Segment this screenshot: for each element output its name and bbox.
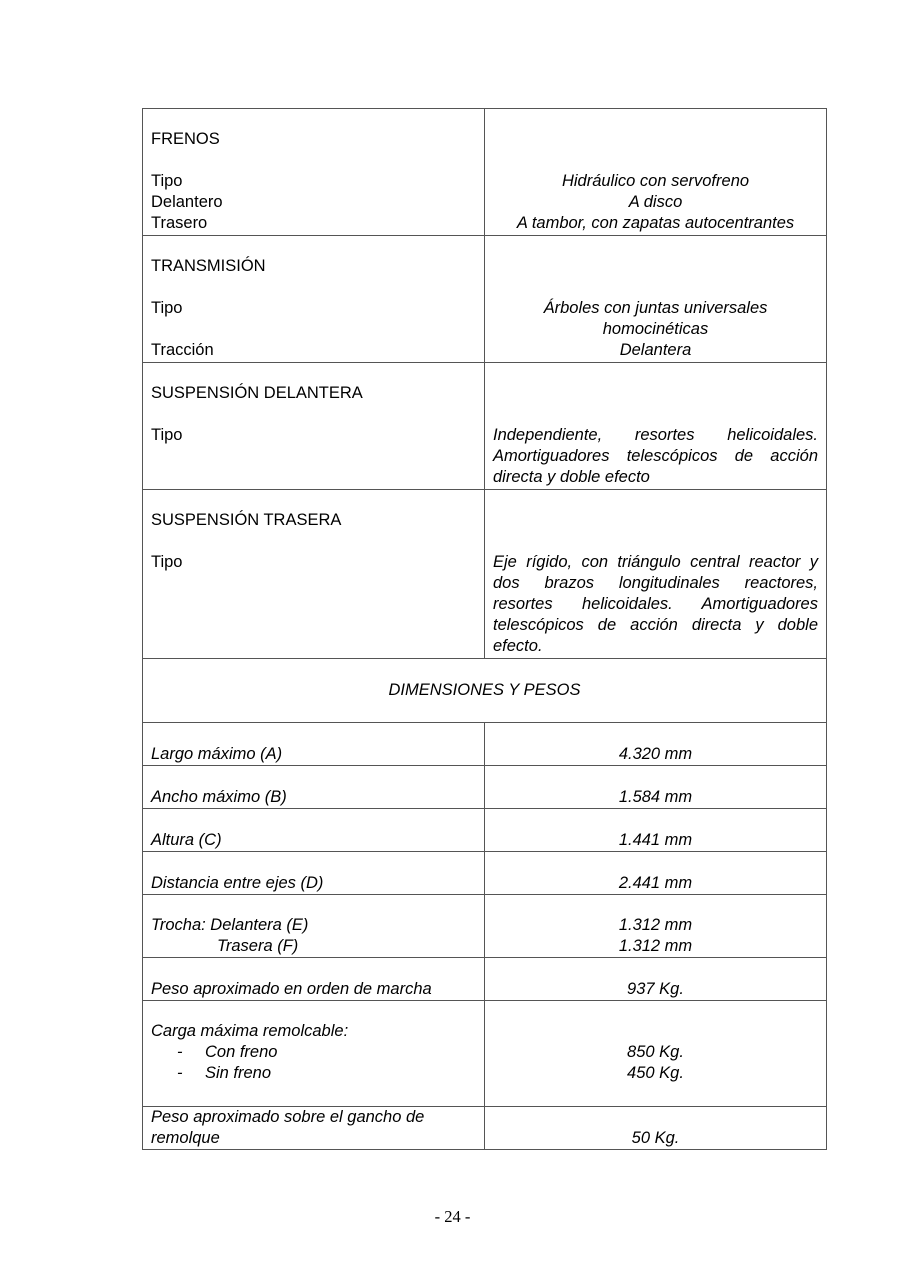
bullet-dash: - xyxy=(177,1043,183,1061)
transmission-labels-cell xyxy=(143,236,485,363)
transmission-type-value-2: homocinéticas xyxy=(602,320,709,338)
front-suspension-title: SUSPENSIÓN DELANTERA xyxy=(151,384,363,402)
brakes-front-value: A disco xyxy=(628,193,683,211)
front-suspension-type-value: Independiente, resortes helicoidales. Amortiguadores telescópicos de acción directa y doble efecto xyxy=(493,426,818,486)
transmission-title: TRANSMISIÓN xyxy=(151,257,266,275)
transmission-spacer xyxy=(151,319,476,340)
dim-row-track xyxy=(143,895,827,958)
towable-label: Carga máxima remolcable: xyxy=(151,1022,349,1040)
bullet-dash: - xyxy=(177,1064,183,1082)
towable-without-brake-value: 450 Kg. xyxy=(627,1064,684,1082)
track-front-label: Trocha: Delantera (E) xyxy=(151,916,309,934)
dim-value: 4.320 mm xyxy=(485,723,827,766)
hitch-value: 50 Kg. xyxy=(485,1107,827,1150)
hitch-label: Peso aproximado sobre el gancho de remolque xyxy=(143,1107,485,1150)
dim-row-hitch xyxy=(143,1107,827,1150)
dim-row-towable xyxy=(143,1001,827,1107)
weight-label: Peso aproximado en orden de marcha xyxy=(143,958,485,1001)
dim-label: Ancho máximo (B) xyxy=(143,766,485,809)
brakes-rear-value: A tambor, con zapatas autocentrantes xyxy=(516,214,795,232)
dim-label: Altura (C) xyxy=(143,809,485,852)
transmission-type-label: Tipo xyxy=(151,299,183,317)
brakes-front-label: Delantero xyxy=(151,193,223,211)
brakes-row xyxy=(143,109,827,236)
rear-suspension-title: SUSPENSIÓN TRASERA xyxy=(151,511,342,529)
towable-without-brake-item xyxy=(151,1063,476,1084)
towable-with-brake-value: 850 Kg. xyxy=(627,1043,684,1061)
track-rear-label: Trasera (F) xyxy=(217,937,299,955)
dim-row-width xyxy=(143,766,827,809)
dim-row-wheelbase xyxy=(143,852,827,895)
brakes-rear-label: Trasero xyxy=(151,214,208,232)
towable-with-brake-label: Con freno xyxy=(205,1043,278,1061)
dimensions-header-row xyxy=(143,659,827,723)
dim-value: 1.584 mm xyxy=(485,766,827,809)
dim-row-height xyxy=(143,809,827,852)
track-values-cell xyxy=(485,895,827,958)
brakes-type-value: Hidráulico con servofreno xyxy=(561,172,750,190)
page-number: - 24 - xyxy=(434,1207,471,1226)
transmission-traction-label: Tracción xyxy=(151,341,214,359)
rear-suspension-value-cell xyxy=(485,490,827,659)
towable-with-brake-item xyxy=(151,1042,476,1063)
rear-suspension-type-value: Eje rígido, con triángulo central reactor y dos brazos longitudinales reactores, resortes helicoidales. Amortiguadores telescópicos de acción directa y doble efecto. xyxy=(493,553,818,655)
track-front-value: 1.312 mm xyxy=(618,916,693,934)
dim-value: 2.441 mm xyxy=(485,852,827,895)
dim-label: Largo máximo (A) xyxy=(143,723,485,766)
transmission-row xyxy=(143,236,827,363)
rear-suspension-row xyxy=(143,490,827,659)
track-rear-value: 1.312 mm xyxy=(618,937,693,955)
brakes-values-cell xyxy=(485,109,827,236)
transmission-values-cell xyxy=(485,236,827,363)
brakes-title: FRENOS xyxy=(151,130,220,148)
track-labels-cell xyxy=(143,895,485,958)
towable-labels-cell xyxy=(143,1001,485,1107)
front-suspension-type-label: Tipo xyxy=(151,426,183,444)
rear-suspension-type-label: Tipo xyxy=(151,553,183,571)
dim-row-weight xyxy=(143,958,827,1001)
dim-row-length xyxy=(143,723,827,766)
weight-value: 937 Kg. xyxy=(485,958,827,1001)
front-suspension-row xyxy=(143,363,827,490)
dim-value: 1.441 mm xyxy=(485,809,827,852)
towable-values-cell xyxy=(485,1001,827,1107)
brakes-labels-cell xyxy=(143,109,485,236)
transmission-type-value-1: Árboles con juntas universales xyxy=(543,299,768,317)
front-suspension-value-cell xyxy=(485,363,827,490)
rear-suspension-labels-cell xyxy=(143,490,485,659)
dim-label: Distancia entre ejes (D) xyxy=(143,852,485,895)
dimensions-title: DIMENSIONES Y PESOS xyxy=(143,659,827,723)
towable-without-brake-label: Sin freno xyxy=(205,1064,272,1082)
transmission-traction-value: Delantera xyxy=(619,341,692,359)
brakes-type-label: Tipo xyxy=(151,172,183,190)
front-suspension-labels-cell xyxy=(143,363,485,490)
spec-table xyxy=(142,108,827,1150)
